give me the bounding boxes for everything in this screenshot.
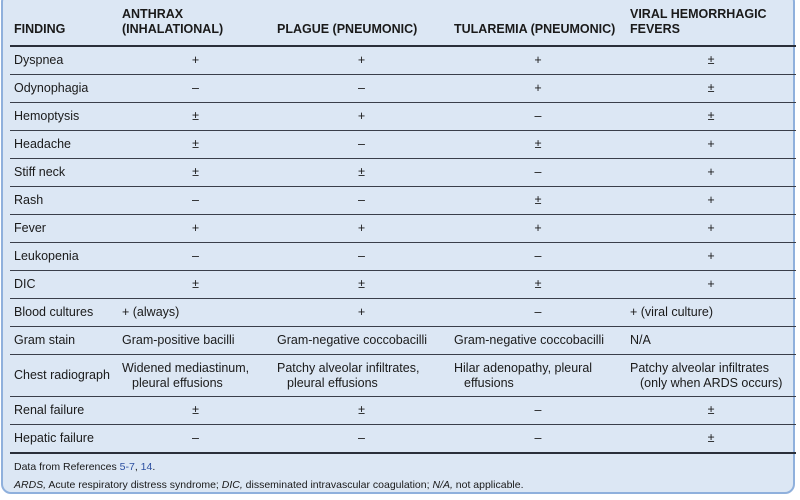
header-tularemia: TULAREMIA (PNEUMONIC) xyxy=(450,0,626,46)
cell-tularemia: – xyxy=(450,425,626,454)
cell-finding: Renal failure xyxy=(10,397,118,425)
cell-tularemia: ± xyxy=(450,187,626,215)
abbr-def: Acute respiratory distress syndrome; xyxy=(46,479,222,491)
cell-vhf: ± xyxy=(626,425,796,454)
findings-table xyxy=(10,0,796,454)
table-row xyxy=(10,327,796,355)
table-row xyxy=(10,159,796,187)
cell-tularemia: – xyxy=(450,299,626,327)
cell-anthrax: ± xyxy=(118,159,273,187)
table-row xyxy=(10,75,796,103)
abbr-term: N/A, xyxy=(432,479,453,491)
cell-vhf: + (viral culture) xyxy=(626,299,796,327)
table-row xyxy=(10,355,796,397)
cell-finding: Hepatic failure xyxy=(10,425,118,454)
cell-finding: Blood cultures xyxy=(10,299,118,327)
cell-plague: – xyxy=(273,243,450,271)
cell-finding: Chest radiograph xyxy=(10,355,118,397)
cell-vhf: + xyxy=(626,215,796,243)
table-row xyxy=(10,103,796,131)
cell-tularemia: ± xyxy=(450,131,626,159)
cell-anthrax: ± xyxy=(118,271,273,299)
cell-anthrax: ± xyxy=(118,103,273,131)
cell-plague: Patchy alveolar infiltrates, pleural effusions xyxy=(273,355,450,397)
cell-plague: + xyxy=(273,215,450,243)
footnotes xyxy=(14,458,524,494)
cell-plague: ± xyxy=(273,271,450,299)
cell-vhf: N/A xyxy=(626,327,796,355)
cell-vhf: + xyxy=(626,159,796,187)
cell-plague: – xyxy=(273,131,450,159)
cell-tularemia: – xyxy=(450,397,626,425)
cell-finding: Hemoptysis xyxy=(10,103,118,131)
table-row xyxy=(10,243,796,271)
cell-anthrax: Widened mediastinum, pleural effusions xyxy=(118,355,273,397)
cell-finding: Dyspnea xyxy=(10,46,118,75)
cell-plague: – xyxy=(273,75,450,103)
cell-plague: – xyxy=(273,425,450,454)
table-row xyxy=(10,215,796,243)
cell-tularemia: Gram-negative coccobacilli xyxy=(450,327,626,355)
cell-tularemia: ± xyxy=(450,271,626,299)
cell-vhf: + xyxy=(626,243,796,271)
cell-tularemia: + xyxy=(450,46,626,75)
cell-plague: + xyxy=(273,46,450,75)
cell-anthrax: ± xyxy=(118,131,273,159)
abbr-def: disseminated intravascular coagulation; xyxy=(242,479,433,491)
header-finding: FINDING xyxy=(10,0,118,46)
cell-anthrax: + (always) xyxy=(118,299,273,327)
cell-finding: Gram stain xyxy=(10,327,118,355)
cell-finding: Stiff neck xyxy=(10,159,118,187)
reference-link[interactable]: 14 xyxy=(140,461,153,473)
abbr-term: DIC, xyxy=(221,479,243,491)
cell-anthrax: – xyxy=(118,243,273,271)
cell-plague: – xyxy=(273,187,450,215)
cell-plague: + xyxy=(273,299,450,327)
table-row xyxy=(10,425,796,454)
cell-tularemia: – xyxy=(450,159,626,187)
table-row xyxy=(10,271,796,299)
cell-vhf: ± xyxy=(626,103,796,131)
cell-plague: Gram-negative coccobacilli xyxy=(273,327,450,355)
cell-vhf: ± xyxy=(626,397,796,425)
cell-plague: ± xyxy=(273,397,450,425)
table-row xyxy=(10,131,796,159)
cell-anthrax: + xyxy=(118,215,273,243)
source-note xyxy=(14,458,524,476)
cell-vhf: ± xyxy=(626,46,796,75)
period: . xyxy=(152,461,156,473)
table-row xyxy=(10,187,796,215)
reference-link[interactable]: 5-7 xyxy=(119,461,135,473)
abbr-term: ARDS, xyxy=(14,479,47,491)
cell-finding: Headache xyxy=(10,131,118,159)
cell-anthrax: – xyxy=(118,187,273,215)
cell-finding: Fever xyxy=(10,215,118,243)
separator: , xyxy=(134,461,141,473)
cell-vhf: + xyxy=(626,187,796,215)
abbr-def: not applicable. xyxy=(452,479,524,491)
cell-finding: Rash xyxy=(10,187,118,215)
cell-tularemia: – xyxy=(450,243,626,271)
cell-vhf: + xyxy=(626,271,796,299)
cell-finding: Odynophagia xyxy=(10,75,118,103)
source-text: Data from References xyxy=(14,461,120,473)
abbreviations-note xyxy=(14,476,524,494)
cell-anthrax: + xyxy=(118,46,273,75)
header-anthrax: ANTHRAX (INHALATIONAL) xyxy=(118,0,273,46)
cell-finding: Leukopenia xyxy=(10,243,118,271)
header-plague: PLAGUE (PNEUMONIC) xyxy=(273,0,450,46)
cell-anthrax: ± xyxy=(118,397,273,425)
cell-tularemia: + xyxy=(450,75,626,103)
table-row xyxy=(10,397,796,425)
cell-finding: DIC xyxy=(10,271,118,299)
cell-tularemia: + xyxy=(450,215,626,243)
cell-vhf: Patchy alveolar infiltrates (only when ARDS occurs) xyxy=(626,355,796,397)
cell-vhf: + xyxy=(626,131,796,159)
cell-plague: + xyxy=(273,103,450,131)
cell-anthrax: Gram-positive bacilli xyxy=(118,327,273,355)
header-vhf: VIRAL HEMORRHAGIC FEVERS xyxy=(626,0,796,46)
table-row xyxy=(10,46,796,75)
cell-plague: ± xyxy=(273,159,450,187)
cell-tularemia: – xyxy=(450,103,626,131)
cell-tularemia: Hilar adenopathy, pleural effusions xyxy=(450,355,626,397)
header-row xyxy=(10,0,796,46)
cell-anthrax: – xyxy=(118,75,273,103)
cell-vhf: ± xyxy=(626,75,796,103)
table-row xyxy=(10,299,796,327)
cell-anthrax: – xyxy=(118,425,273,454)
